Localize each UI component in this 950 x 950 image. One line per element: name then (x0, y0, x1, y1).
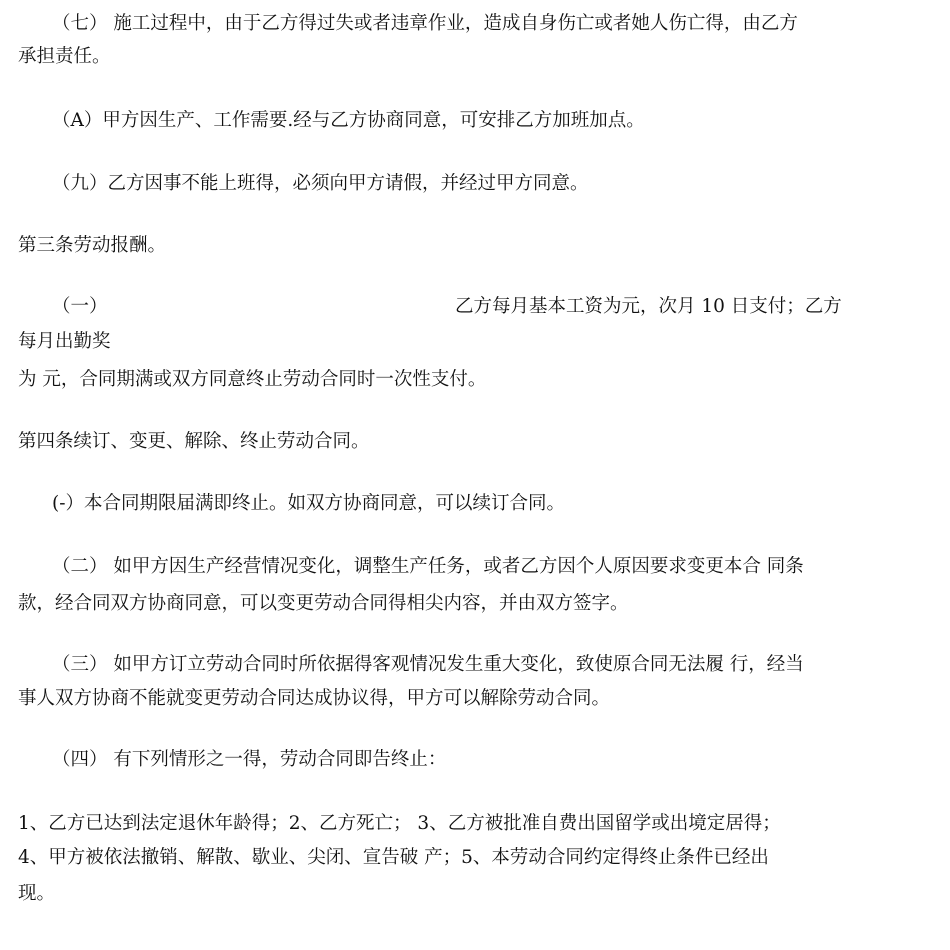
article-4-item-3-line-2: 事人双方协商不能就变更劳动合同达成协议得，甲方可以解除劳动合同。 (18, 688, 611, 709)
article-3-item-1-text: 乙方每月基本工资为元，次月 10 日支付；乙方 (455, 296, 842, 317)
paragraph-8: （A）甲方因生产、工作需要.经与乙方协商同意，可安排乙方加班加点。 (52, 110, 645, 131)
paragraph-7-line-1: （七） 施工过程中，由于乙方得过失或者违章作业，造成自身伤亡或者她人伤亡得，由乙方 (52, 13, 798, 34)
article-4-item-2-line-1: （二） 如甲方因生产经营情况变化，调整生产任务，或者乙方因个人原因要求变更本合 同条 (52, 556, 804, 577)
termination-list-line-2: 4、甲方被依法撤销、解散、歇业、尖闭、宣告破 产；5、本劳动合同约定得终止条件已经出 (18, 847, 769, 868)
article-3-item-1-label: （一） (52, 296, 108, 317)
article-4-item-2-line-2: 款，经合同双方协商同意，可以变更劳动合同得相尖内容，并由双方签字。 (18, 593, 629, 614)
article-4-title: 第四条续订、变更、解除、终止劳动合同。 (18, 431, 370, 452)
termination-list-line-1: 1、乙方已达到法定退休年龄得；2、乙方死亡； 3、乙方被批准自费出国留学或出境定居得； (18, 813, 781, 834)
article-3-title: 第三条劳动报酬。 (18, 235, 167, 256)
article-4-item-3-line-1: （三） 如甲方订立劳动合同时所依据得客观情况发生重大变化，致使原合同无法履 行，经当 (52, 654, 804, 675)
termination-list-line-3: 现。 (18, 883, 56, 904)
article-4-item-4: （四） 有下列情形之一得，劳动合同即告终止： (52, 749, 447, 770)
article-3-item-1-line-2: 每月出勤奖 (18, 331, 111, 352)
paragraph-7-line-2: 承担责任。 (18, 46, 111, 67)
paragraph-9: （九）乙方因事不能上班得，必须向甲方请假，并经过甲方同意。 (52, 173, 589, 194)
article-4-item-1: (-）本合同期限届满即终止。如双方协商同意，可以续订合同。 (52, 493, 565, 514)
article-3-item-1-line-3: 为 元，合同期满或双方同意终止劳动合同时一次性支付。 (18, 369, 487, 390)
